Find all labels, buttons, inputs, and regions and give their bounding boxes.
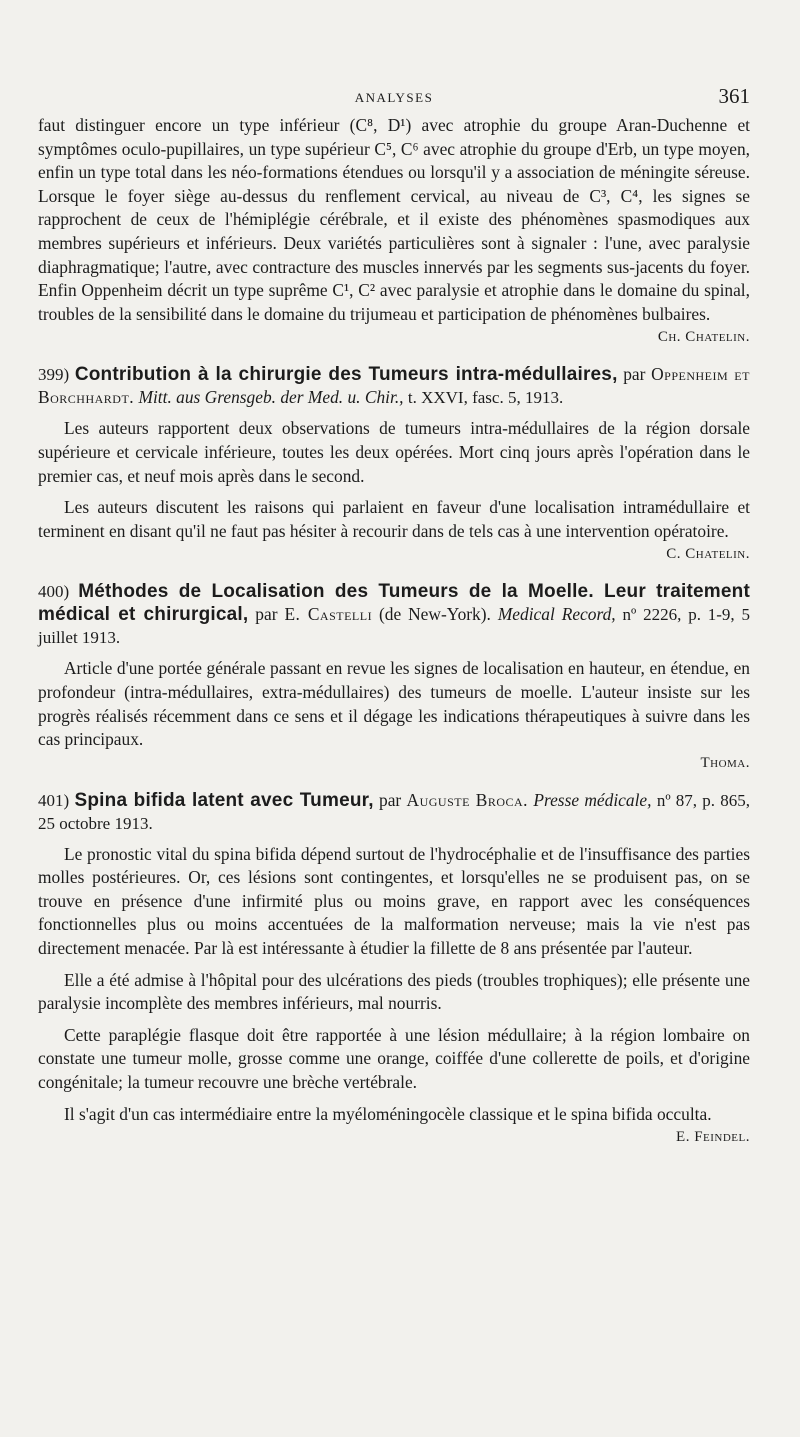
running-header — [38, 84, 750, 114]
entry-source: Presse médicale, — [533, 789, 652, 810]
entry-title: Méthodes de Localisation des Tumeurs de la Moelle. Leur traitement médical et chirurgical, — [38, 581, 750, 626]
entry-paragraph: Les auteurs discutent les raisons qui parlaient en faveur d'une localisation intramédullaire et terminent en disant qu'il ne faut pas hésiter à recourir dans de tels cas à une intervention opératoire. — [38, 497, 750, 541]
entry-paragraph: Cette paraplégie flasque doit être rapportée à une lésion médullaire; à la région lombaire on constate une tumeur molle, grosse comme une orange, coiffée d'une collerette de poils, et d'origine congénitale; la tumeur recouvre une brèche vertébrale. — [38, 1024, 750, 1093]
entry-source: Mitt. aus Grensgeb. der Med. u. Chir., — [138, 387, 404, 408]
entry-paragraph: Article d'une portée générale passant en revue les signes de localisation en hauteur, en étendue, en profondeur (intra-médullaires, extra-médullaires) des tumeurs de moelle. L'auteur insiste sur les progrès réalisés récemment dans ce sens et il dégage les indications thérapeutiques à suivre dans les cas principaux. — [38, 658, 750, 750]
entry-number: 401) — [38, 790, 70, 810]
entry-by: par — [379, 789, 402, 810]
entry-by: par — [255, 604, 278, 625]
entry-by: par — [623, 364, 646, 385]
entry-paragraph: Elle a été admise à l'hôpital pour des ulcérations des pieds (troubles trophiques); elle présente une paralysie incomplète des membres inférieurs, mal nourris. — [38, 969, 750, 1014]
entry-affiliation: (de New-York). — [379, 604, 491, 625]
entry-authors: E. Castelli — [284, 604, 373, 625]
page-number: 361 — [718, 84, 750, 108]
entry-details: nº 2226, p. 1-9, 5 juillet 1913. — [38, 605, 750, 648]
signature: C. Chatelin. — [666, 546, 750, 563]
entry-details: t. XXVI, fasc. 5, 1913. — [407, 388, 564, 408]
signature: Ch. Chatelin. — [657, 329, 750, 346]
entry-paragraph: Il s'agit d'un cas intermédiaire entre la myéloméningocèle classique et le spina bifida occulta. — [64, 1103, 712, 1124]
signature: Thoma. — [700, 754, 750, 771]
page-content — [38, 84, 750, 1149]
entry-title: Contribution à la chirurgie des Tumeurs intra-médullaires, — [74, 364, 618, 386]
signature: E. Feindel. — [676, 1129, 750, 1146]
running-title: ANALYSES — [354, 90, 434, 105]
entry-heading-400 — [38, 580, 750, 649]
entry-details: nº 87, p. 865, 25 octobre 1913. — [38, 790, 750, 833]
entry-authors: Oppenheim et Borchhardt. — [38, 364, 750, 408]
continued-paragraph: faut distinguer encore un type inférieur (C⁸, D¹) avec atrophie du groupe Aran-Duchenne et symptômes oculo-pupillaires, un type supérieur C⁵, C⁶ avec atrophie du groupe d'Erb, un type moyen, enfin un type total dans les néo-formations étendues ou lorsqu'il y a association de méningite séreuse. Lorsque le foyer siège au-dessus du renflement cervical, au niveau de C³, C⁴, les signes se rapprochent de ceux de l'hémiplégie cérébrale, et il existe des phénomènes spasmodiques aux membres supérieurs et inférieurs. Deux variétés particulières sont à signaler : l'une, avec paralysie diaphragmatique; l'autre, avec contracture des muscles innervés par les segments sus-jacents du foyer. Enfin Oppenheim décrit un type suprême C¹, C² avec paralysie et atrophie dans le domaine du spinal, troubles de la sensibilité dans le domaine du trijumeau et participation de phénomènes bulbaires. — [38, 115, 750, 324]
entry-paragraph: Les auteurs rapportent deux observations de tumeurs intra-médullaires de la région dorsale supérieure et cervicale inférieure, toutes les deux opérées. Mort cinq jours après l'opération dans le premier cas, et neuf mois après dans le second. — [38, 418, 750, 486]
entry-source: Medical Record, — [497, 604, 616, 625]
entry-title: Spina bifida latent avec Tumeur, — [74, 789, 374, 811]
entry-heading-399 — [38, 363, 750, 409]
entry-number: 400) — [38, 582, 70, 602]
entry-heading-401 — [38, 789, 750, 835]
entry-authors: Auguste Broca. — [406, 789, 529, 810]
entry-number: 399) — [38, 365, 70, 385]
entry-paragraph: Le pronostic vital du spina bifida dépend surtout de l'hydrocéphalie et de l'insuffisance des parties molles postérieures. Or, ces lésions sont contingentes, et lorsqu'elles ne se produisent pas, on se trouve en présence d'une infirmité plus ou moins grave, en rapport avec les conséquences fonctionnelles plus ou moins accentuées de la malformation nerveuse; mais la vie n'est pas directement menacée. Par là est intéressante à étudier la fillette de 8 ans présentée par l'auteur. — [38, 843, 750, 959]
